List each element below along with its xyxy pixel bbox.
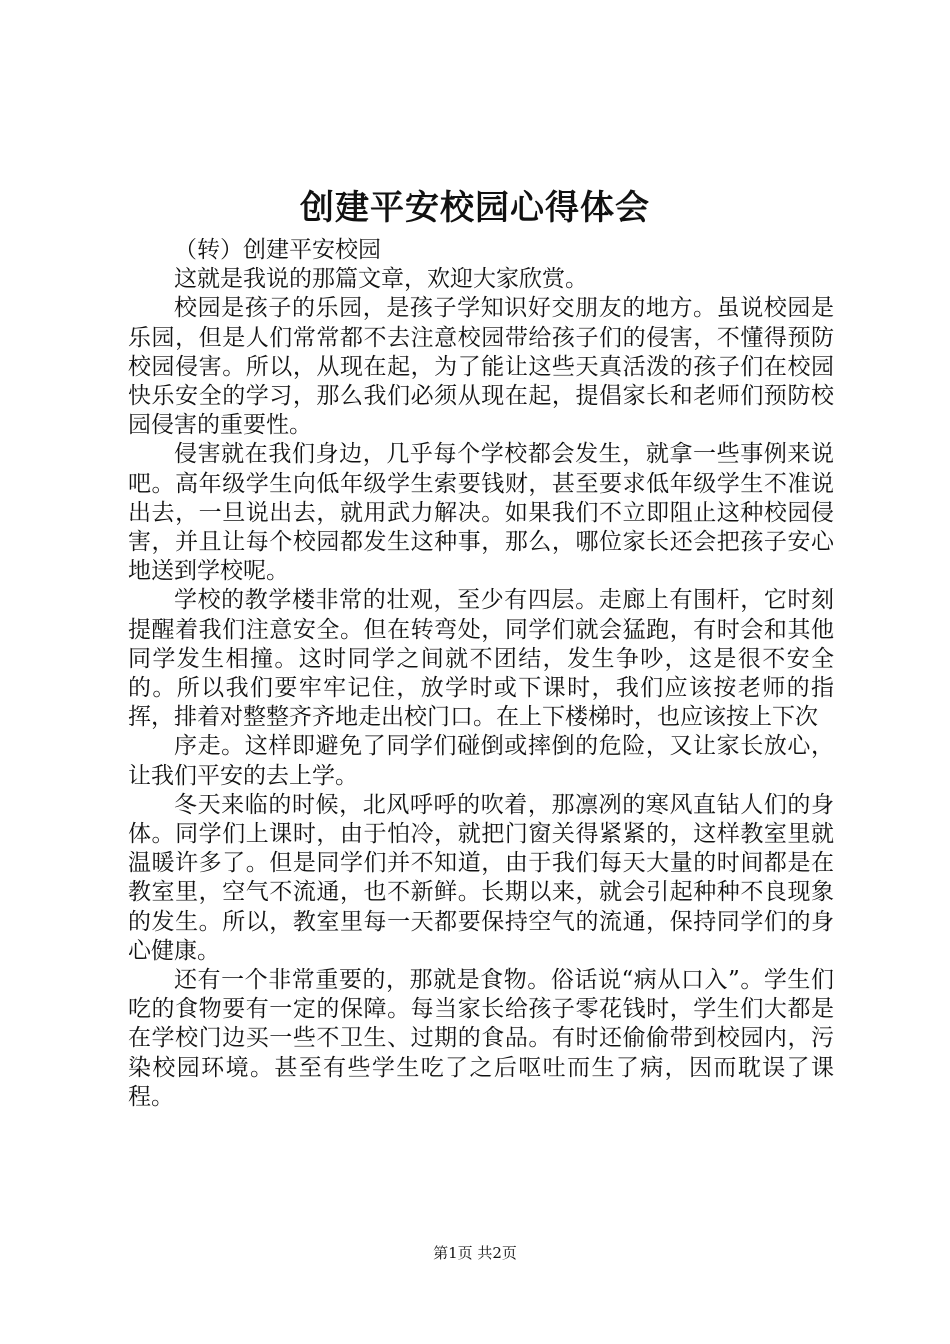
paragraph-stairs: 序走。这样即避免了同学们碰倒或摔倒的危险，又让家长放心，让我们平安的去上学。 [128,733,834,789]
paragraph-source: （转）创建平安校园 [174,237,381,263]
paragraph-intro: 这就是我说的那篇文章，欢迎大家欣赏。 [174,266,588,293]
paragraph-food: 还有一个非常重要的，那就是食物。俗话说“病从口入”。学生们吃的食物要有一定的保障。每当家长给孩子零花钱时，学生们大都是在学校门边买一些不卫生、过期的食品。有时还偷偷带到校园内，污染校园环境。甚至有些学生吃了之后呕吐而生了病，因而耽误了课程。 [128,967,834,1110]
paragraph-harm: 侵害就在我们身边，几乎每个学校都会发生，就拿一些事例来说吧。高年级学生向低年级学生索要钱财，甚至要求低年级学生不准说出去，一旦说出去，就用武力解决。如果我们不立即阻止这种校园侵害，并且让每个校园都发生这种事，那么，哪位家长还会把孩子安心地送到学校呢。 [128,441,834,585]
paragraph-campus: 校园是孩子的乐园，是孩子学知识好交朋友的地方。虽说校园是乐园，但是人们常常都不去注意校园带给孩子们的侵害，不懂得预防校园侵害。所以，从现在起，为了能让这些天真活泼的孩子们在校园快乐安全的学习，那么我们必须从现在起，提倡家长和老师们预防校园侵害的重要性。 [128,295,834,439]
page-footer: 第1页 共2页 [433,1244,517,1262]
paragraph-building: 学校的教学楼非常的壮观，至少有四层。走廊上有围杆，它时刻提醒着我们注意安全。但在转弯处，同学们就会猛跑，有时会和其他同学发生相撞。这时同学之间就不团结，发生争吵，这是很不安全的。所以我们要牢牢记住，放学时或下课时，我们应该按老师的指挥，排着对整整齐齐地走出校门口。在上下楼梯时，也应该按上下次 [128,587,834,731]
paragraph-winter: 冬天来临的时候，北风呼呼的吹着，那凛冽的寒风直钻人们的身体。同学们上课时，由于怕冷，就把门窗关得紧紧的，这样教室里就温暖许多了。但是同学们并不知道，由于我们每天大量的时间都是在教室里，空气不流通，也不新鲜。长期以来，就会引起种种不良现象的发生。所以，教室里每一天都要保持空气的流通，保持同学们的身心健康。 [128,791,834,964]
document-body [128,236,834,1112]
document-title: 创建平安校园心得体会 [300,188,650,228]
